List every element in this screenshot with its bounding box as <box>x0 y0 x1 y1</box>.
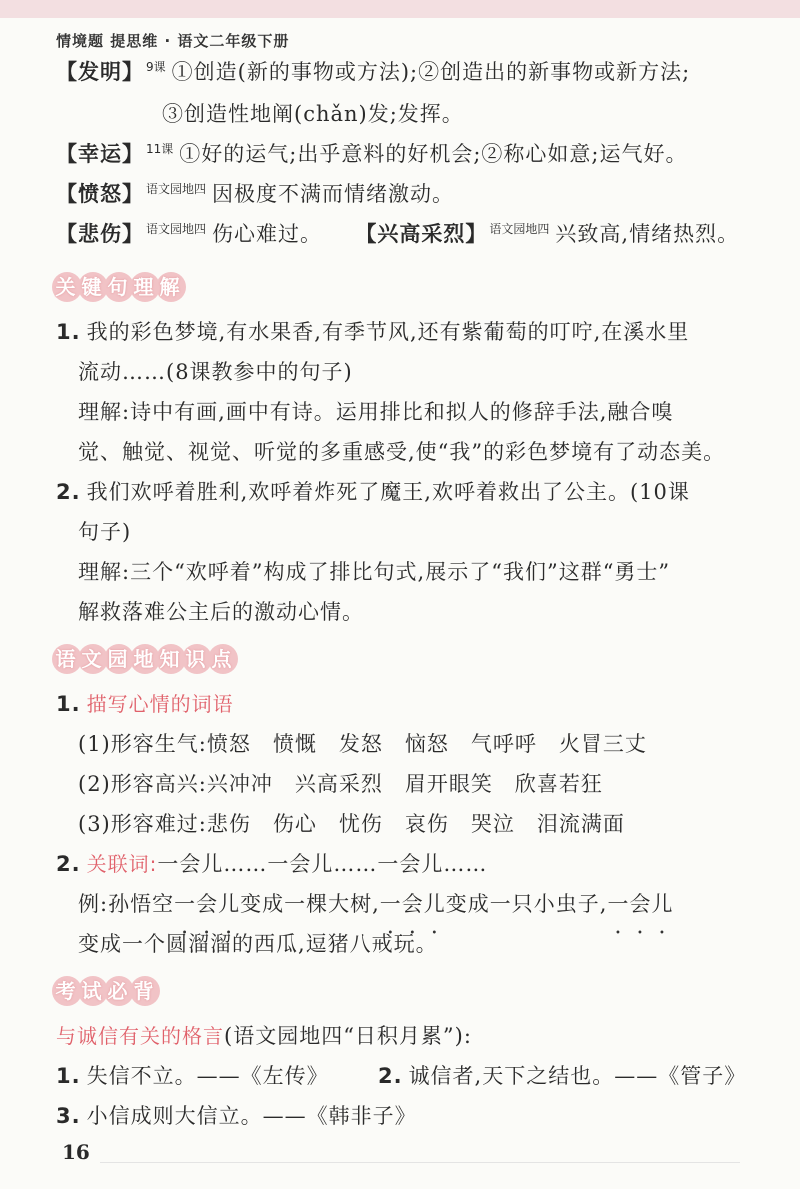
emphasis-char: 一 <box>379 892 402 916</box>
maxim-note: (语文园地四“日积月累”): <box>224 1024 472 1048</box>
page-header: 情境题 提思维 · 语文二年级下册 <box>56 32 290 50</box>
section-title-knowledge-points <box>52 644 234 674</box>
vocab-definition: 因极度不满而情绪激动。 <box>212 182 455 206</box>
word-row-label: (1)形容生气: <box>78 732 207 756</box>
word-row-words: 悲伤 伤心 忧伤 哀伤 哭泣 泪流满面 <box>206 812 625 836</box>
emphasis-char: 一 <box>607 892 630 916</box>
vocab-source: 9课 <box>146 60 166 74</box>
section-title-char: 考 <box>52 976 82 1006</box>
section-title-char: 必 <box>104 976 134 1006</box>
bottom-divider <box>100 1162 740 1163</box>
emphasis-char: 儿 <box>651 892 674 916</box>
emphasis-char: 一 <box>174 892 197 916</box>
maxim-text: 失信不立。——《左传》 <box>86 1064 329 1088</box>
page-content <box>56 58 776 1136</box>
knowledge-title: 关联词: <box>86 852 158 876</box>
emphasis-char: 会 <box>196 892 219 916</box>
vocab-word: 【发明】 <box>56 60 144 84</box>
section-title-char: 试 <box>78 976 108 1006</box>
section-title-char: 背 <box>130 976 160 1006</box>
word-row-words: 愤怒 愤慨 发怒 恼怒 气呼呼 火冒三丈 <box>206 732 647 756</box>
emphasis-char: 儿 <box>218 892 241 916</box>
item-number: 2. <box>56 480 81 504</box>
word-row <box>56 804 776 844</box>
sentence-text: 我的彩色梦境,有水果香,有季节风,还有紫葡萄的叮咛,在溪水里 <box>86 320 690 344</box>
example-label: 例: <box>78 892 109 916</box>
word-row-label: (3)形容难过: <box>78 812 207 836</box>
emphasis-word <box>380 892 446 916</box>
explanation-text: 理解:诗中有画,画中有诗。运用排比和拟人的修辞手法,融合嗅 <box>78 400 674 424</box>
item-number: 2. <box>377 1064 403 1088</box>
vocab-entry <box>56 58 776 86</box>
section-title-char: 键 <box>78 272 108 302</box>
emphasis-char: 会 <box>629 892 652 916</box>
emphasis-char: 儿 <box>423 892 446 916</box>
item-number: 1. <box>56 320 81 344</box>
section-title-char: 解 <box>156 272 186 302</box>
vocab-word: 【悲伤】 <box>56 222 144 246</box>
emphasis-word <box>607 892 673 916</box>
example-text: 孙悟空 <box>108 892 175 916</box>
top-color-band <box>0 0 800 18</box>
section-title-char: 理 <box>130 272 160 302</box>
item-number: 1. <box>56 692 81 716</box>
maxim-row <box>56 1096 776 1136</box>
vocab-entry <box>56 180 776 208</box>
vocab-definition: ①创造(新的事物或方法);②创造出的新事物或新方法; <box>171 60 691 84</box>
vocab-word: 【兴高采烈】 <box>355 222 488 246</box>
explanation-text: 理解:三个“欢呼着”构成了排比句式,展示了“我们”这群“勇士” <box>78 560 671 584</box>
section-title-char: 地 <box>130 644 160 674</box>
sentence-text: 我们欢呼着胜利,欢呼着炸死了魔王,欢呼着救出了公主。(10课 <box>86 480 690 504</box>
vocab-definition-cont: ③创造性地阐(chǎn)发;发挥。 <box>162 102 464 126</box>
maxim-title: 与诚信有关的格言 <box>56 1024 224 1048</box>
example-text: 变成一只小虫子, <box>445 892 608 916</box>
word-row-label: (2)形容高兴: <box>78 772 207 796</box>
explanation-text-cont: 觉、触觉、视觉、听觉的多重感受,使“我”的彩色梦境有了动态美。 <box>78 440 726 464</box>
sentence-text-cont: 句子) <box>78 520 132 544</box>
knowledge-title: 描写心情的词语 <box>86 692 234 716</box>
example-text: 变成一棵大树, <box>240 892 380 916</box>
item-number: 1. <box>56 1064 81 1088</box>
vocab-entry <box>56 140 776 168</box>
example-line-cont: 变成一个圆溜溜的西瓜,逗猪八戒玩。 <box>78 932 438 956</box>
vocab-definition: 兴致高,情绪热烈。 <box>555 222 740 246</box>
maxim-text: 小信成则大信立。——《韩非子》 <box>86 1104 417 1128</box>
emphasis-word <box>174 892 240 916</box>
item-number: 2. <box>56 852 81 876</box>
sentence-text-cont: 流动……(8课教参中的句子) <box>78 360 353 384</box>
vocab-definition: ①好的运气;出乎意料的好机会;②称心如意;运气好。 <box>179 142 688 166</box>
vocab-source: 11课 <box>146 142 174 156</box>
item-number: 3. <box>56 1104 81 1128</box>
section-title-char: 识 <box>182 644 212 674</box>
vocab-entry <box>56 220 776 248</box>
section-title-char: 园 <box>104 644 134 674</box>
emphasis-char: 会 <box>401 892 424 916</box>
vocab-source: 语文园地四 <box>146 182 207 196</box>
vocab-source: 语文园地四 <box>146 222 207 236</box>
section-title-must-memorize <box>52 976 156 1006</box>
knowledge-item <box>56 844 776 964</box>
word-row <box>56 764 776 804</box>
sentence-item <box>56 312 776 472</box>
vocab-word: 【幸运】 <box>56 142 144 166</box>
conjunction-pattern: 一会儿……一会儿……一会儿…… <box>157 852 488 876</box>
section-title-key-sentences <box>52 272 182 302</box>
maxim-subtitle <box>56 1016 776 1056</box>
section-title-char: 句 <box>104 272 134 302</box>
vocab-source: 语文园地四 <box>489 222 550 236</box>
word-row <box>56 724 776 764</box>
word-row-words: 兴冲冲 兴高采烈 眉开眼笑 欣喜若狂 <box>206 772 603 796</box>
maxim-text: 诚信者,天下之结也。——《管子》 <box>408 1064 747 1088</box>
section-title-char: 关 <box>52 272 82 302</box>
section-title-char: 点 <box>208 644 238 674</box>
sentence-item <box>56 472 776 632</box>
knowledge-item <box>56 684 776 844</box>
explanation-text-cont: 解救落难公主后的激动心情。 <box>78 600 364 624</box>
section-title-char: 语 <box>52 644 82 674</box>
vocab-word: 【愤怒】 <box>56 182 144 206</box>
maxim-row <box>56 1056 776 1096</box>
section-title-char: 文 <box>78 644 108 674</box>
page-number: 16 <box>62 1140 90 1164</box>
example-line <box>56 884 776 924</box>
section-title-char: 知 <box>156 644 186 674</box>
vocab-definition: 伤心难过。 <box>212 222 323 246</box>
